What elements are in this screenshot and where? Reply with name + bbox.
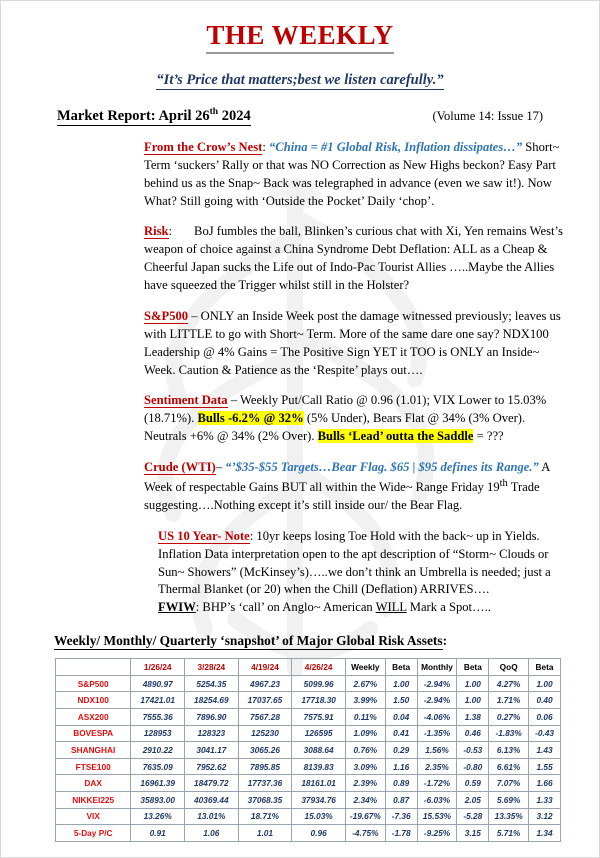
table-cell-value: 1.66 — [529, 775, 561, 792]
table-cell-value: 17737.36 — [238, 775, 292, 792]
table-cell-value: -6.03% — [417, 791, 457, 808]
table-cell-value: 17718.30 — [292, 692, 346, 709]
crows-nest-label: From the Crow’s Nest — [144, 139, 263, 154]
table-cell-value: -2.94% — [417, 675, 457, 692]
sentiment-highlight-bulls: Bulls -6.2% @ 32% — [197, 411, 304, 426]
snapshot-heading-colon: : — [442, 633, 448, 649]
table-cell-value: 7567.28 — [238, 709, 292, 726]
table-cell-value: 15.03% — [292, 808, 346, 825]
table-cell-value: -0.80 — [457, 758, 489, 775]
table-cell-value: 1.34 — [529, 825, 561, 842]
table-cell-value: 126595 — [292, 725, 346, 742]
table-cell-value: 0.96 — [292, 825, 346, 842]
fwiw-will: WILL — [375, 600, 407, 615]
volume-issue: (Volume 14: Issue 17) — [432, 108, 543, 123]
table-cell-value: -1.72% — [417, 775, 457, 792]
table-cell-value: -5.28 — [457, 808, 489, 825]
table-row-label: VIX — [56, 808, 131, 825]
crude-dash: – — [215, 460, 226, 475]
sp500-body: – ONLY an Inside Week post the damage witnessed previously; leaves us with LITTLE to go with Short~ Term. More of the same dare one say? NDX100 Leadership @ 4% Gains = The Positive Sign YET it TOO is ONLY an Inside~ Week. Caution & Patience as the ‘Respite’ plays out…. — [144, 308, 561, 377]
table-cell-value: 4.27% — [489, 675, 529, 692]
table-cell-value: 1.00 — [457, 692, 489, 709]
crude-label: Crude (WTI) — [144, 460, 216, 475]
table-cell-value: 128323 — [185, 725, 239, 742]
table-cell-value: 8139.83 — [292, 758, 346, 775]
table-cell-value: 7896.90 — [185, 709, 239, 726]
table-cell-value: 1.01 — [238, 825, 292, 842]
table-cell-value: 0.29 — [385, 742, 417, 759]
table-cell-value: 0.06 — [529, 709, 561, 726]
table-cell-value: 1.33 — [529, 791, 561, 808]
table-cell-value: 5.69% — [489, 791, 529, 808]
us10yr-label: US 10 Year- Note — [158, 528, 250, 543]
report-ordinal: th — [209, 107, 219, 118]
table-cell-value: 128953 — [131, 725, 185, 742]
table-cell-value: 7575.91 — [292, 709, 346, 726]
table-cell-value: 0.91 — [131, 825, 185, 842]
table-row — [56, 675, 561, 692]
risk-label: Risk — [144, 224, 169, 239]
report-year: 2024 — [218, 107, 251, 124]
table-cell-value: 13.26% — [131, 808, 185, 825]
table-cell-value: 1.06 — [185, 825, 239, 842]
table-cell-value: 0.41 — [385, 725, 417, 742]
table-row — [56, 725, 561, 742]
table-cell-value: -0.43 — [529, 725, 561, 742]
sentiment-part3: = ??? — [473, 429, 504, 444]
table-cell-value: 3088.64 — [292, 742, 346, 759]
table-col-header-date: 3/28/24 — [185, 659, 239, 676]
section-sentiment-data — [25, 392, 575, 446]
section-risk — [25, 223, 575, 295]
table-cell-value: 37068.35 — [238, 791, 292, 808]
table-cell-value: -2.94% — [417, 692, 457, 709]
table-row — [56, 825, 561, 842]
table-row-label: SHANGHAI — [56, 742, 131, 759]
table-cell-value: 13.01% — [185, 808, 239, 825]
table-cell-value: -9.25% — [417, 825, 457, 842]
table-cell-value: 1.00 — [457, 675, 489, 692]
table-cell-value: 0.40 — [529, 692, 561, 709]
table-cell-value: 18.71% — [238, 808, 292, 825]
table-cell-value: 3.09% — [345, 758, 385, 775]
table-cell-value: 17037.65 — [238, 692, 292, 709]
table-cell-value: 1.38 — [457, 709, 489, 726]
table-cell-value: 1.71% — [489, 692, 529, 709]
table-cell-value: 1.09% — [345, 725, 385, 742]
table-cell-value: 18254.69 — [185, 692, 239, 709]
sp500-paragraph — [54, 308, 569, 380]
report-date-title — [57, 107, 251, 126]
fwiw-body: : BHP’s ‘call’ on Anglo~ American — [195, 600, 376, 615]
table-row-label: ASX200 — [56, 709, 131, 726]
table-cell-value: 1.56% — [417, 742, 457, 759]
table-cell-value: 3041.17 — [185, 742, 239, 759]
crude-body2: Trade suggesting….Nothing except it’s still inside our/ the Bear Flag. — [144, 480, 540, 512]
table-cell-value: 1.16 — [385, 758, 417, 775]
table-cell-value: 5099.96 — [292, 675, 346, 692]
table-row — [56, 742, 561, 759]
sp500-label: S&P500 — [144, 308, 189, 323]
subtitle-row — [25, 71, 575, 90]
table-cell-value: 1.43 — [529, 742, 561, 759]
fwiw-paragraph — [54, 599, 569, 617]
table-row — [56, 775, 561, 792]
crude-paragraph — [54, 459, 569, 515]
table-cell-value: 5.71% — [489, 825, 529, 842]
table-col-header-metric: Beta — [385, 659, 417, 676]
table-cell-value: 7952.62 — [185, 758, 239, 775]
sentiment-part2: (5% Under), Bears Flat @ 34% (3% Over). Neutrals +6% @ 34% (2% Over). — [144, 411, 526, 444]
table-col-header-metric: Monthly — [417, 659, 457, 676]
table-row — [56, 692, 561, 709]
section-sp500 — [25, 308, 575, 380]
table-cell-value: 2.35% — [417, 758, 457, 775]
table-cell-value: 6.61% — [489, 758, 529, 775]
fwiw-label: FWIW — [158, 600, 196, 615]
sentiment-label: Sentiment Data — [144, 393, 228, 408]
table-cell-value: 6.13% — [489, 742, 529, 759]
table-cell-value: 40369.44 — [185, 791, 239, 808]
snapshot-table-heading — [25, 633, 575, 649]
sentiment-paragraph — [54, 392, 569, 446]
table-cell-value: 35893.00 — [131, 791, 185, 808]
crows-nest-quote: “China = #1 Global Risk, Inflation dissipates…” — [269, 139, 523, 154]
table-col-header-date: 1/26/24 — [131, 659, 185, 676]
table-cell-value: -1.78 — [385, 825, 417, 842]
table-col-header-metric: Weekly — [345, 659, 385, 676]
table-cell-value: 2.05 — [457, 791, 489, 808]
report-header-row — [25, 107, 575, 126]
global-risk-assets-table — [55, 658, 561, 842]
table-cell-value: 4890.97 — [131, 675, 185, 692]
table-row-label: 5-Day P/C — [56, 825, 131, 842]
table-col-header-metric: Beta — [457, 659, 489, 676]
table-row — [56, 808, 561, 825]
page-title: THE WEEKLY — [206, 21, 393, 54]
table-cell-value: 0.89 — [385, 775, 417, 792]
sentiment-part1: – Weekly Put/Call Ratio @ 0.96 (1.01); VIX Lower to 15.03% (18.71%). — [144, 393, 547, 426]
table-cell-value: 0.27% — [489, 709, 529, 726]
table-cell-value: 7.07% — [489, 775, 529, 792]
table-cell-value: 4967.23 — [238, 675, 292, 692]
table-cell-value: 7895.85 — [238, 758, 292, 775]
table-col-header-blank — [56, 659, 131, 676]
us10yr-colon: : — [249, 528, 254, 543]
table-col-header-date: 4/26/24 — [292, 659, 346, 676]
risk-body: BoJ fumbles the ball, Blinken’s curious chat with Xi, Yen remains West’s weapon of choice against a China Syndrome Debt Deflation: ALL as a Cheap & Cheerful Japan sucks the Life out of Indo-Pac Tourist Allies …..Maybe the Allies have squeezed the Trigger whilst still in the Holster? — [144, 224, 563, 293]
table-col-header-metric: Beta — [529, 659, 561, 676]
table-cell-value: -1.35% — [417, 725, 457, 742]
table-cell-value: 16961.39 — [131, 775, 185, 792]
table-cell-value: 7555.36 — [131, 709, 185, 726]
masthead — [25, 21, 575, 54]
table-cell-value: 0.46 — [457, 725, 489, 742]
crude-body: A Week of respectable Gains BUT all within the Wide~ Range Friday 19 — [144, 460, 550, 495]
table-cell-value: 1.00 — [385, 675, 417, 692]
table-row-label: NDX100 — [56, 692, 131, 709]
table-cell-value: 13.35% — [489, 808, 529, 825]
table-row-label: FTSE100 — [56, 758, 131, 775]
crude-quote: “’$35-$55 Targets…Bear Flag. $65 | $95 defines its Range.” — [225, 460, 539, 475]
snapshot-heading-text: Weekly/ Monthly/ Quarterly ‘snapshot’ of Major Global Risk Assets — [54, 633, 443, 649]
table-cell-value: 7635.09 — [131, 758, 185, 775]
table-cell-value: 0.87 — [385, 791, 417, 808]
us10yr-body: 10yr keeps losing Toe Hold with the back~ up in Yields. Inflation Data interpretation open to the apt description of “Storm~ Clouds or Sun~ Showers” (McKinsey’s)…..we don’t think an Umbrella is needed; just a Thermal Blanket (or 20) when the Chill (Deflation) ARRIVES…. — [158, 528, 551, 597]
table-body — [56, 675, 561, 841]
table-cell-value: 2.39% — [345, 775, 385, 792]
table-cell-value: 17421.01 — [131, 692, 185, 709]
table-col-header-date: 4/19/24 — [238, 659, 292, 676]
section-us-10-year-note — [25, 528, 575, 617]
table-row-label: DAX — [56, 775, 131, 792]
crude-ordinal: th — [499, 477, 508, 489]
tagline: “It’s Price that matters;best we listen carefully.” — [156, 72, 443, 90]
table-cell-value: 0.11% — [345, 709, 385, 726]
table-header-row — [56, 659, 561, 676]
table-cell-value: 2.67% — [345, 675, 385, 692]
table-row-label: S&P500 — [56, 675, 131, 692]
table-cell-value: 1.00 — [529, 675, 561, 692]
section-crude-wti — [25, 459, 575, 515]
table-cell-value: 3065.26 — [238, 742, 292, 759]
crows-nest-body: Short~ Term ‘suckers’ Rally or that was NO Correction as New Highs beckon? Easy Part behind us as the Snap~ Back was telegraphed in advance (even we saw it!). Now What? Still going with ‘Outside the Pocket’ Daily ‘chop’. — [144, 139, 560, 208]
table-cell-value: -0.53 — [457, 742, 489, 759]
table-cell-value: -1.83% — [489, 725, 529, 742]
table-cell-value: 37934.76 — [292, 791, 346, 808]
table-cell-value: 0.76% — [345, 742, 385, 759]
crows-nest-paragraph — [54, 139, 569, 211]
crows-nest-colon: : — [262, 139, 266, 154]
table-cell-value: 5254.35 — [185, 675, 239, 692]
table-row — [56, 709, 561, 726]
table-cell-value: 18161.01 — [292, 775, 346, 792]
table-cell-value: 125230 — [238, 725, 292, 742]
fwiw-tail: Mark a Spot….. — [406, 600, 491, 615]
table-row-label: NIKKEI225 — [56, 791, 131, 808]
table-cell-value: -4.06% — [417, 709, 457, 726]
sentiment-highlight-saddle: Bulls ‘Lead’ outta the Saddle — [317, 429, 474, 444]
table-cell-value: 3.12 — [529, 808, 561, 825]
table-cell-value: 3.99% — [345, 692, 385, 709]
table-cell-value: 18479.72 — [185, 775, 239, 792]
section-crows-nest — [25, 139, 575, 211]
report-label: Market Report: April 26 — [57, 107, 210, 124]
table-cell-value: 0.59 — [457, 775, 489, 792]
table-cell-value: 2.34% — [345, 791, 385, 808]
table-cell-value: -4.75% — [345, 825, 385, 842]
table-cell-value: 1.55 — [529, 758, 561, 775]
table-cell-value: 15.53% — [417, 808, 457, 825]
table-row — [56, 791, 561, 808]
risk-paragraph — [54, 223, 569, 295]
us10yr-paragraph — [54, 528, 569, 600]
table-row — [56, 758, 561, 775]
table-cell-value: 3.15 — [457, 825, 489, 842]
table-col-header-metric: QoQ — [489, 659, 529, 676]
table-cell-value: 0.04 — [385, 709, 417, 726]
table-row-label: BOVESPA — [56, 725, 131, 742]
table-cell-value: -7.36 — [385, 808, 417, 825]
snapshot-table-wrap — [25, 658, 575, 842]
table-cell-value: 1.50 — [385, 692, 417, 709]
table-cell-value: -19.67% — [345, 808, 385, 825]
table-cell-value: 2910.22 — [131, 742, 185, 759]
risk-colon: : — [168, 224, 172, 239]
